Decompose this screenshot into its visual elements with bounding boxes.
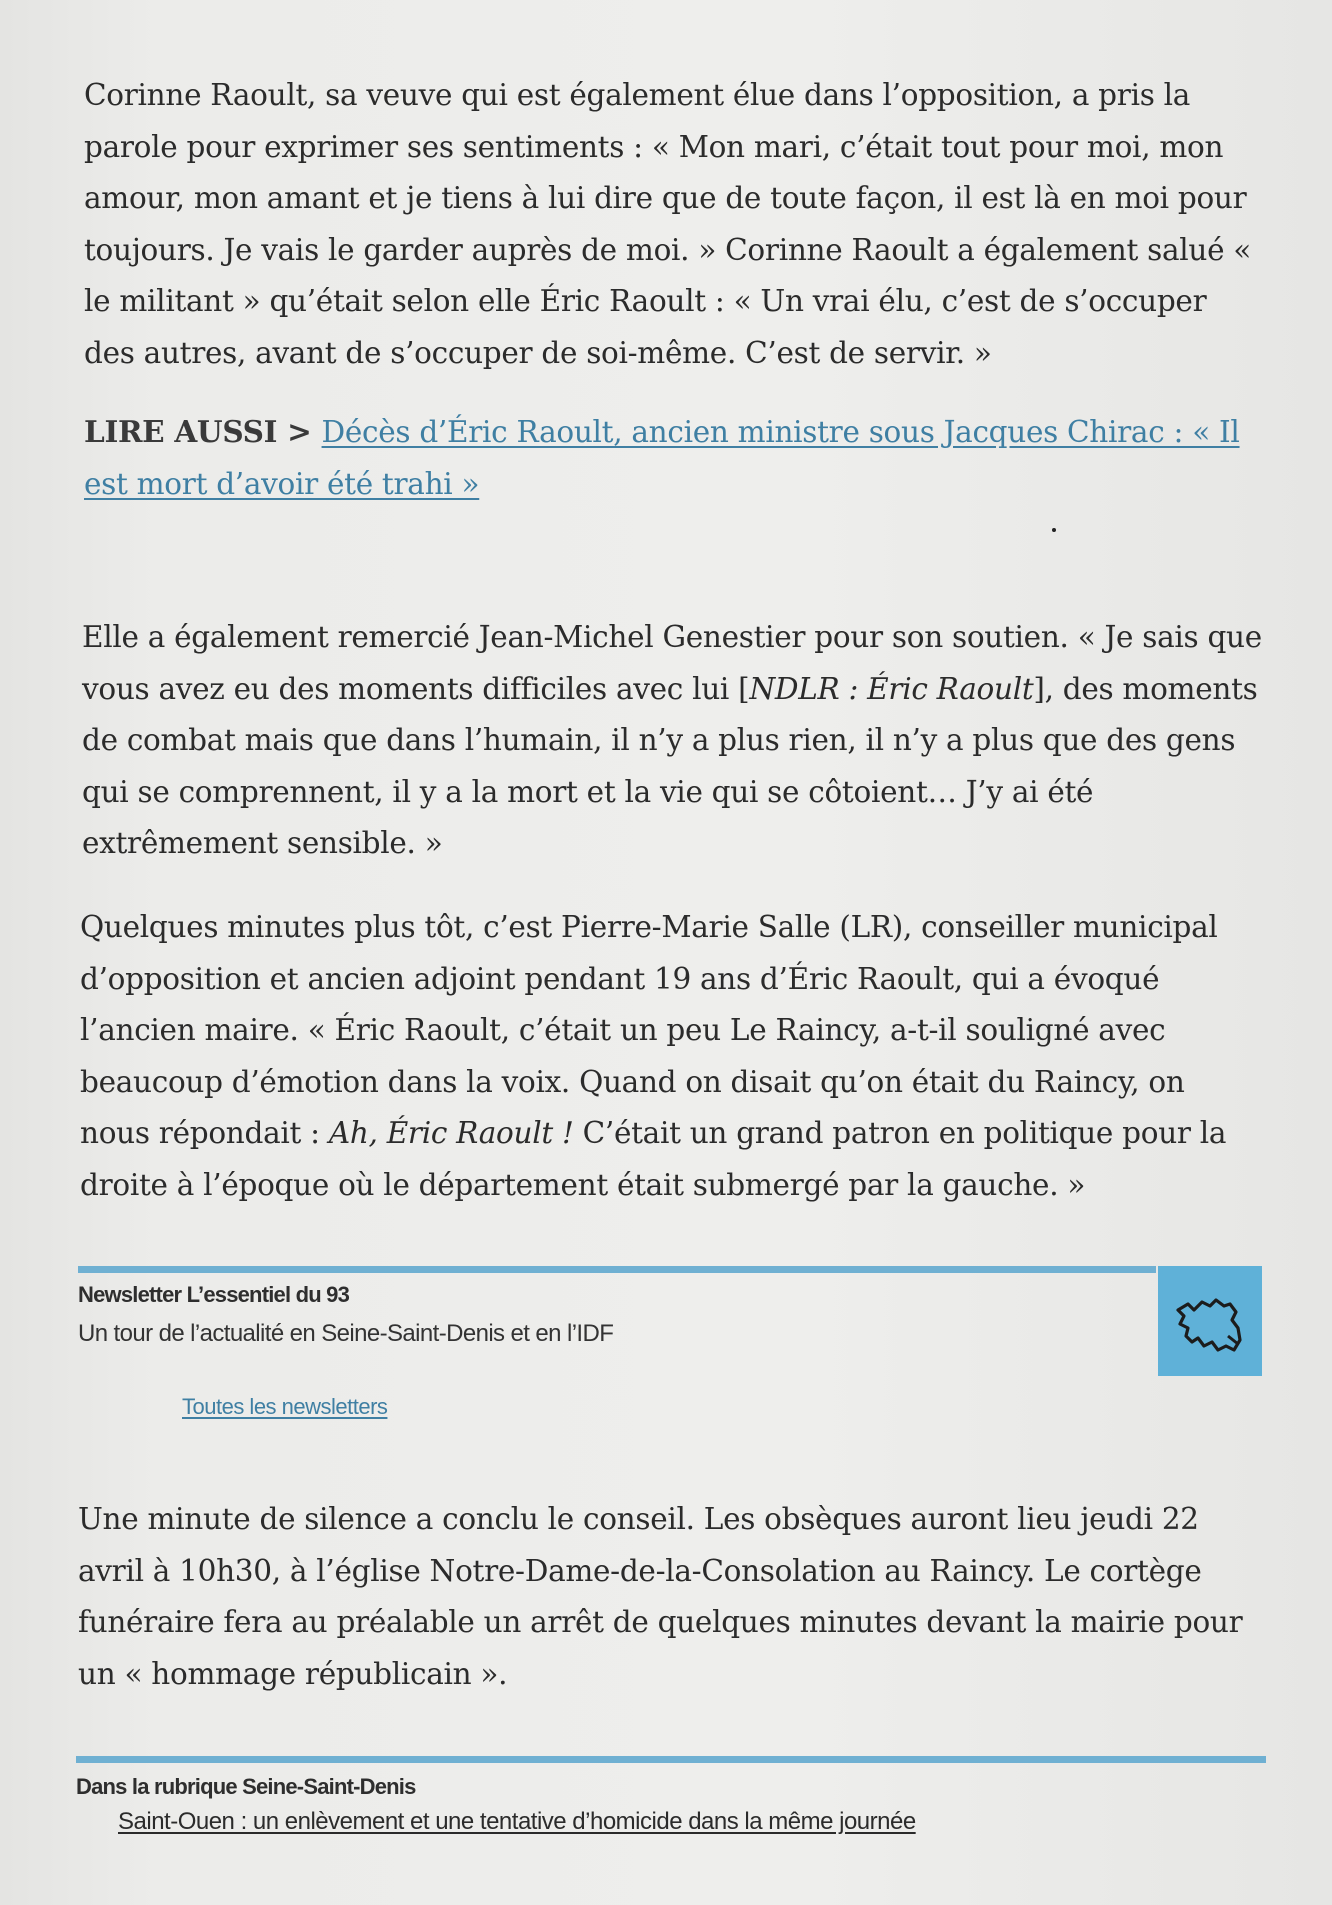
paragraph-italic: Ah, Éric Raoult ! xyxy=(328,1116,574,1150)
paragraph-genestier xyxy=(82,612,1262,870)
newsletter-box[interactable] xyxy=(78,1266,1262,1378)
seine-saint-denis-map-icon xyxy=(1158,1266,1262,1376)
paragraph-text: Elle a également remercié Jean-Michel Genestier pour son soutien. « Je sais que vous avez eu des moments difficiles avec lui [ xyxy=(82,620,1262,706)
paragraph-text: C’était un grand patron en politique pour la droite à l’époque où le département était submergé par la gauche. » xyxy=(80,1116,1227,1202)
all-newsletters-link[interactable]: Toutes les newsletters xyxy=(182,1394,388,1419)
read-also-label: LIRE AUSSI > xyxy=(84,414,322,449)
newsletter-divider xyxy=(78,1266,1156,1273)
paragraph-text: ], des moments de combat mais que dans l’humain, il n’y a plus rien, il n’y a plus que des gens qui se comprennent, il y a la mort et la vie qui se côtoient… J’y ai été extrêmement sensible. » xyxy=(82,671,1258,860)
rubrique-title: Dans la rubrique Seine-Saint-Denis xyxy=(76,1774,416,1799)
rubrique-article-link[interactable]: Saint-Ouen : un enlèvement et une tentative d’homicide dans la même journée xyxy=(118,1808,916,1835)
paragraph-text: Quelques minutes plus tôt, c’est Pierre-Marie Salle (LR), conseiller municipal d’opposition et ancien adjoint pendant 19 ans d’Éric Raoult, qui a évoqué l’ancien maire. « Éric Raoult, c’était un peu Le Raincy, a-t-il souligné avec beaucoup d’émotion dans la voix. Quand on disait qu’on était du Raincy, on nous répondait : xyxy=(80,910,1218,1150)
read-also xyxy=(84,406,1264,510)
paper-speck xyxy=(1052,528,1056,532)
newsletter-subtitle: Un tour de l’actualité en Seine-Saint-Denis et en l’IDF xyxy=(78,1320,614,1347)
newsletter-title: Newsletter L’essentiel du 93 xyxy=(78,1282,350,1307)
rubrique-divider xyxy=(76,1756,1266,1763)
paragraph-italic: NDLR : Éric Raoult xyxy=(749,671,1034,706)
paragraph-pierre-marie-salle xyxy=(80,902,1260,1211)
paragraph-corinne-raoult: Corinne Raoult, sa veuve qui est également élue dans l’opposition, a pris la parole pour exprimer ses sentiments : « Mon mari, c’était tout pour moi, mon amour, mon amant et je tiens à lui dire que de toute façon, il est là en moi pour toujours. Je vais le garder auprès de moi. » Corinne Raoult a également salué « le militant » qu’était selon elle Éric Raoult : « Un vrai élu, c’est de s’occuper des autres, avant de s’occuper de soi-même. C’est de servir. » xyxy=(84,78,1252,370)
read-also-link[interactable]: Décès d’Éric Raoult, ancien ministre sous Jacques Chirac : « Il est mort d’avoir été trahi » xyxy=(84,415,1240,501)
paragraph-obseques: Une minute de silence a conclu le conseil. Les obsèques auront lieu jeudi 22 avril à 10h30, à l’église Notre-Dame-de-la-Consolation au Raincy. Le cortège funéraire fera au préalable un arrêt de quelques minutes devant la mairie pour un « hommage républicain ». xyxy=(78,1502,1243,1691)
